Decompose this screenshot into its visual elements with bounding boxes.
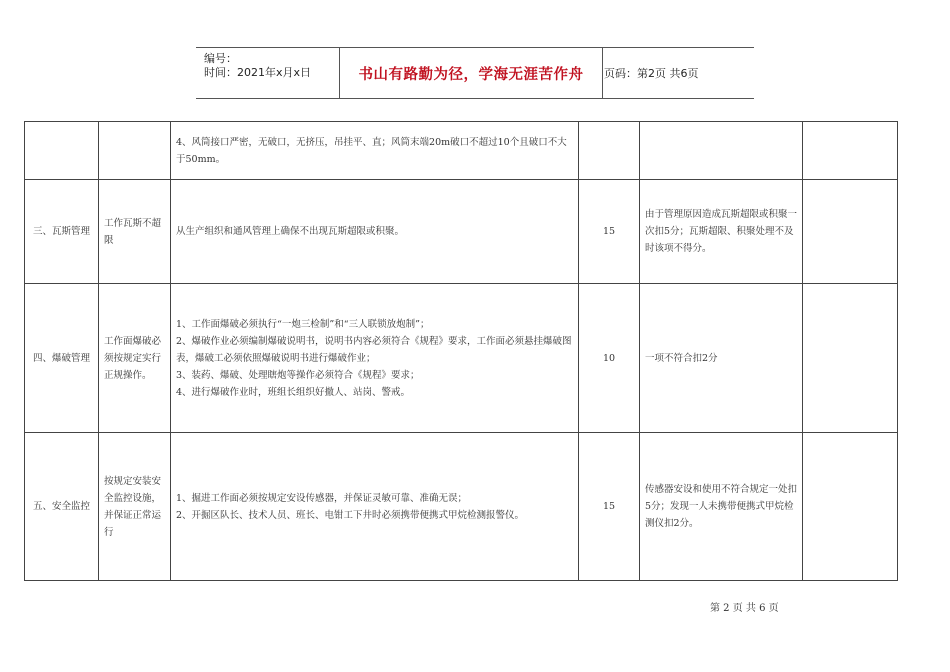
item-cell: 三、瓦斯管理	[25, 180, 99, 284]
document-header	[196, 47, 754, 99]
standard-cell	[171, 433, 579, 581]
standard-line: 从生产组织和通风管理上确保不出现瓦斯超限或积聚。	[176, 226, 405, 237]
remark-cell	[803, 180, 898, 284]
table-row	[25, 433, 898, 581]
item-cell: 四、爆破管理	[25, 284, 99, 433]
number-label: 编号：	[204, 52, 237, 65]
header-page-info: 页码：第2页 共6页	[604, 67, 699, 80]
deduction-cell: 传感器安设和使用不符合规定一处扣5分；发现一人未携带便携式甲烷检测仪扣2分。	[640, 433, 803, 581]
table-row	[25, 284, 898, 433]
time-label: 时间：2021年x月x日	[204, 66, 312, 79]
header-meta	[204, 52, 311, 80]
standard-cell	[171, 180, 579, 284]
deduction-cell: 一项不符合扣2分	[640, 284, 803, 433]
score-cell: 10	[579, 284, 640, 433]
standard-line: 3、装药、爆破、处理瞎炮等操作必须符合《规程》要求；	[176, 369, 420, 381]
standard-line: 4、风筒接口严密，无破口，无挤压，吊挂平、直；风筒末端20m破口不超过10个且破口不大于50mm。	[176, 136, 567, 165]
header-divider	[602, 48, 603, 98]
deduction-cell	[640, 122, 803, 180]
standard-line: 1、掘进工作面必须按规定安设传感器，并保证灵敏可靠、准确无误；	[176, 492, 468, 504]
standard-cell	[171, 284, 579, 433]
remark-cell	[803, 122, 898, 180]
score-cell: 15	[579, 433, 640, 581]
table-row	[25, 180, 898, 284]
remark-cell	[803, 284, 898, 433]
requirement-cell: 按规定安装安全监控设施，并保证正常运行	[99, 433, 171, 581]
item-cell	[25, 122, 99, 180]
standard-line: 2、开掘区队长、技术人员、班长、电钳工下井时必须携带便携式甲烷检测报警仪。	[176, 509, 525, 521]
requirement-cell: 工作面爆破必须按规定实行正规操作。	[99, 284, 171, 433]
requirement-cell	[99, 122, 171, 180]
standard-cell	[171, 122, 579, 180]
inspection-table	[24, 121, 898, 581]
item-cell: 五、安全监控	[25, 433, 99, 581]
score-cell	[579, 122, 640, 180]
page-footer: 第 2 页 共 6 页	[710, 603, 779, 614]
deduction-cell: 由于管理原因造成瓦斯超限或积聚一次扣5分；瓦斯超限、积聚处理不及时该项不得分。	[640, 180, 803, 284]
header-divider	[339, 48, 340, 98]
standard-line: 1、工作面爆破必须执行“一炮三检制”和“三人联锁放炮制”；	[176, 318, 430, 330]
header-motto: 书山有路勤为径，学海无涯苦作舟	[358, 66, 584, 83]
requirement-cell: 工作瓦斯不超限	[99, 180, 171, 284]
standard-line: 4、进行爆破作业时，班组长组织好撤人、站岗、警戒。	[176, 386, 411, 398]
standard-line: 2、爆破作业必须编制爆破说明书，说明书内容必须符合《规程》要求，工作面必须悬挂爆破图表，爆破工必须依照爆破说明书进行爆破作业；	[176, 335, 572, 364]
remark-cell	[803, 433, 898, 581]
table-row	[25, 122, 898, 180]
score-cell: 15	[579, 180, 640, 284]
